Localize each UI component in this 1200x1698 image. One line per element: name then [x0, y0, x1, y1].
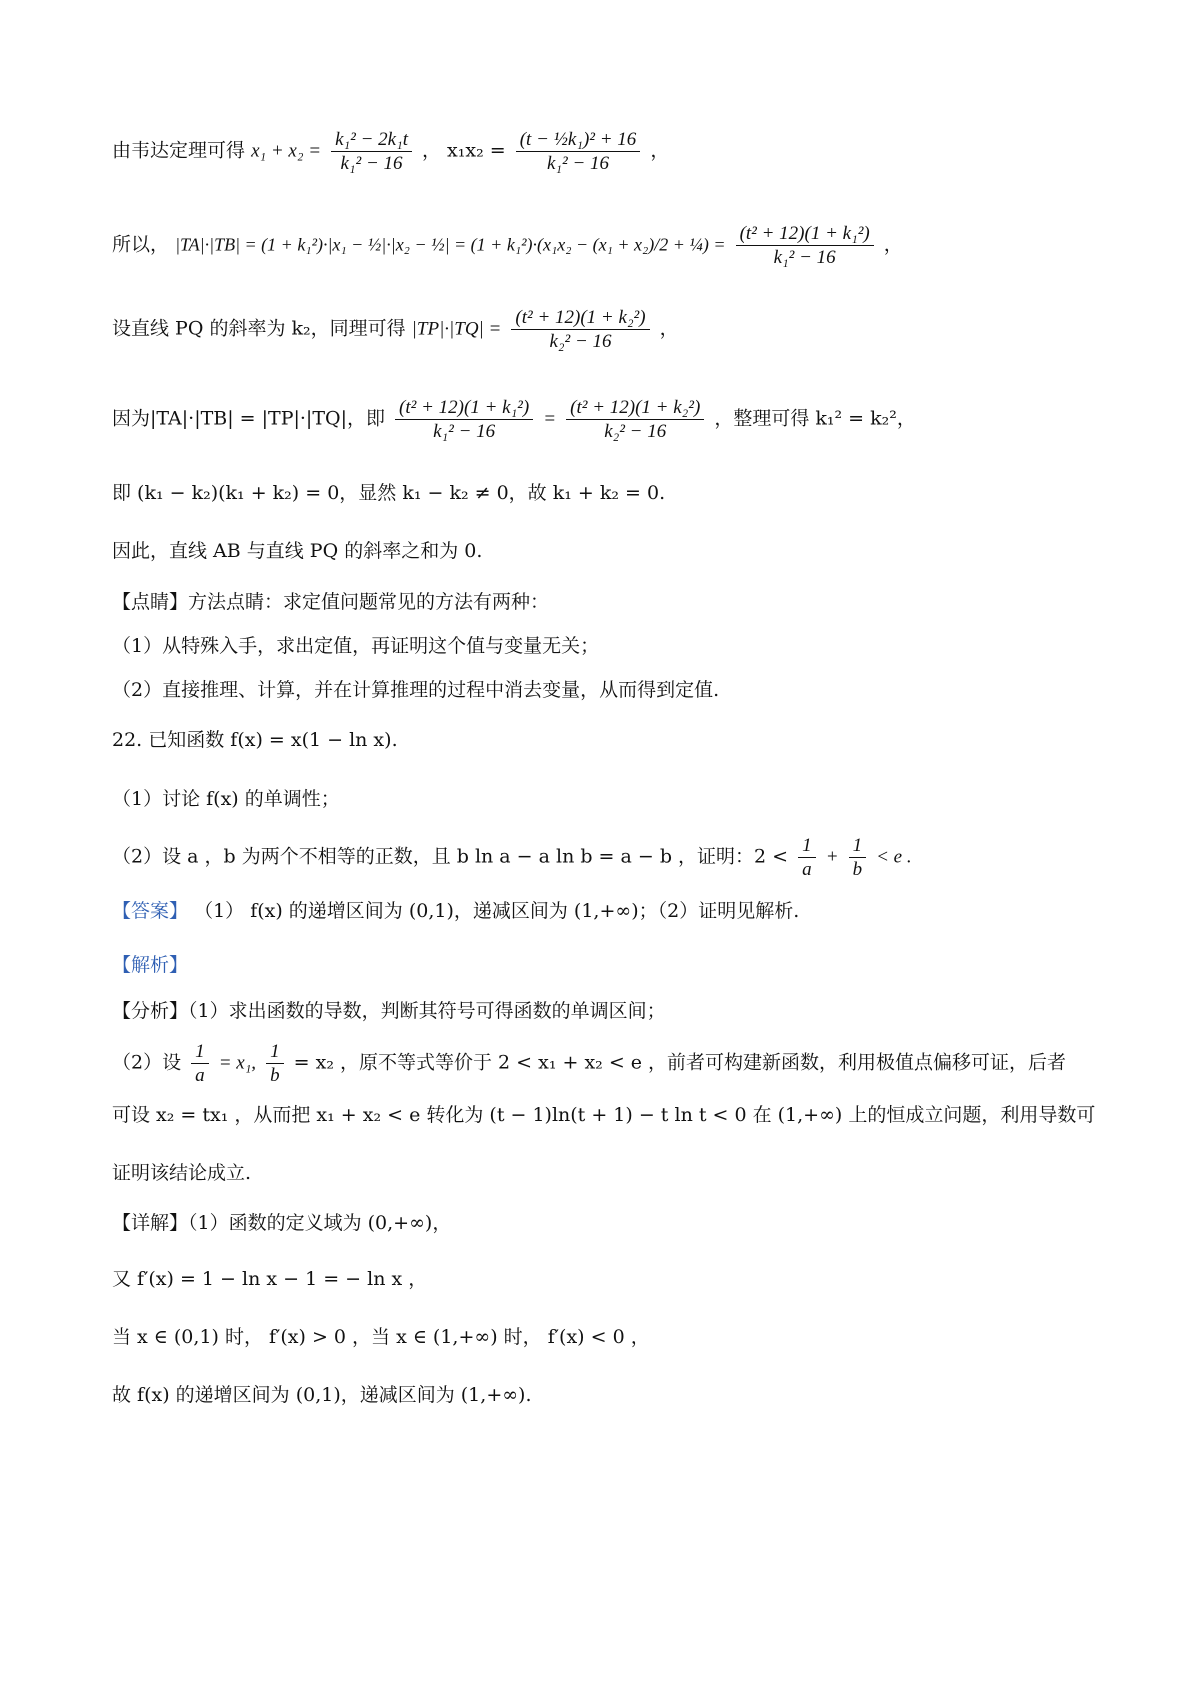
text-segment: 所以，	[112, 233, 170, 256]
text-segment: 因为|TA|·|TB| = |TP|·|TQ|，即	[112, 407, 385, 430]
fraction-denominator: k₂² − 16	[549, 331, 612, 352]
fraction	[516, 128, 641, 175]
text-segment: （1） f(x) 的递增区间为 (0,1)，递减区间为 (1,+∞)；（2）证明见解析.	[194, 900, 800, 922]
answer-label: 【答案】	[112, 900, 189, 922]
text-segment: （2）设	[112, 1051, 182, 1074]
product-ta-tb-line	[112, 222, 903, 269]
equality-line	[112, 396, 916, 443]
answer-line	[112, 902, 799, 921]
fraction	[395, 396, 533, 443]
fraction-denominator: a	[802, 859, 812, 880]
fraction	[511, 306, 649, 353]
text-segment: ，	[883, 233, 903, 256]
fraction-numerator: 1	[191, 1040, 209, 1064]
text-segment: ， x₁x₂ =	[422, 139, 506, 162]
text-line: 【点睛】方法点睛：求定值问题常见的方法有两种：	[112, 591, 550, 613]
fraction	[191, 1040, 209, 1087]
fraction-numerator: 1	[266, 1040, 284, 1064]
text-segment: （2）设 a ，b 为两个不相等的正数，且 b ln a − a ln b = a − b ，证明：2 <	[112, 845, 789, 868]
math-segment: x₁ + x₂ =	[251, 140, 322, 162]
analysis-label: 【解析】	[112, 954, 189, 976]
text-line: （2）直接推理、计算，并在计算推理的过程中消去变量，从而得到定值.	[112, 679, 720, 701]
product-tp-tq-line	[112, 306, 679, 353]
fraction	[331, 128, 412, 175]
text-line: 故 f(x) 的递增区间为 (0,1)，递减区间为 (1,+∞).	[112, 1384, 532, 1406]
fraction-numerator: k₁² − 2k₁t	[331, 128, 412, 152]
fraction	[566, 396, 704, 443]
fraction-denominator: k₁² − 16	[433, 421, 496, 442]
text-line: 可设 x₂ = tx₁ ，从而把 x₁ + x₂ < e 转化为 (t − 1)ln(t + 1) − t ln t < 0 在 (1,+∞) 上的恒成立问题，利用导数可	[112, 1104, 1096, 1126]
fraction-denominator: k₂² − 16	[604, 421, 667, 442]
text-line: 证明该结论成立.	[112, 1162, 252, 1184]
problem-22-part-2	[112, 834, 912, 881]
text-segment: = x₂ ，原不等式等价于 2 < x₁ + x₂ < e ，前者可构建新函数，利用极值点偏移可证，后者	[293, 1051, 1067, 1074]
text-line: 因此，直线 AB 与直线 PQ 的斜率之和为 0.	[112, 540, 483, 562]
fraction-numerator: (t² + 12)(1 + k₂²)	[511, 306, 649, 330]
fraction-denominator: b	[270, 1065, 280, 1086]
fraction-numerator: 1	[849, 834, 867, 858]
math-segment: = x₁,	[218, 1052, 257, 1074]
fraction-numerator: (t² + 12)(1 + k₁²)	[395, 396, 533, 420]
text-line: 【详解】（1）函数的定义域为 (0,+∞)，	[112, 1212, 452, 1234]
text-line: 当 x ∈ (0,1) 时， f′(x) > 0 ，当 x ∈ (1,+∞) 时， f′(x) < 0 ，	[112, 1326, 650, 1348]
math-segment: < e .	[876, 846, 912, 868]
math-segment: +	[825, 846, 839, 868]
fraction	[736, 222, 874, 269]
text-segment: ，整理可得 k₁² = k₂²，	[714, 407, 916, 430]
math-segment: =	[543, 408, 557, 430]
fraction-numerator: 1	[798, 834, 816, 858]
fraction-numerator: (t² + 12)(1 + k₂²)	[566, 396, 704, 420]
text-segment: 设直线 PQ 的斜率为 k₂，同理可得	[112, 317, 406, 340]
text-line: 【分析】（1）求出函数的导数，判断其符号可得函数的单调区间；	[112, 1000, 666, 1022]
fraction-denominator: b	[852, 859, 863, 880]
math-segment: |TP|·|TQ| =	[411, 318, 502, 340]
fraction-denominator: k₁² − 16	[340, 153, 403, 174]
text-segment: ，	[650, 139, 670, 162]
text-line: （1）从特殊入手，求出定值，再证明这个值与变量无关；	[112, 635, 600, 657]
fraction-denominator: a	[195, 1065, 205, 1086]
fraction	[849, 834, 867, 881]
text-line: （1）讨论 f(x) 的单调性；	[112, 788, 340, 810]
text-line: 又 f′(x) = 1 − ln x − 1 = − ln x ，	[112, 1268, 428, 1290]
text-segment: ，	[659, 317, 679, 340]
fraction-numerator: (t² + 12)(1 + k₁²)	[736, 222, 874, 246]
analysis-part-2	[112, 1040, 1066, 1087]
fraction-numerator: (t − ½k₁)² + 16	[516, 128, 641, 152]
fraction-denominator: k₁² − 16	[546, 153, 610, 174]
math-segment: |TA|·|TB| = (1 + k₁²)·|x₁ − ½|·|x₂ − ½| = (1 + k₁²)·(x₁x₂ − (x₁ + x₂)/2 + ¼) =	[175, 234, 726, 255]
problem-22-title: 22. 已知函数 f(x) = x(1 − ln x).	[112, 729, 398, 751]
vieta-line	[112, 128, 669, 175]
text-segment: 由韦达定理可得	[112, 139, 246, 162]
fraction	[266, 1040, 284, 1087]
fraction-denominator: k₁² − 16	[773, 247, 836, 268]
text-line: 即 (k₁ − k₂)(k₁ + k₂) = 0，显然 k₁ − k₂ ≠ 0，故 k₁ + k₂ = 0.	[112, 482, 666, 504]
fraction	[798, 834, 816, 881]
